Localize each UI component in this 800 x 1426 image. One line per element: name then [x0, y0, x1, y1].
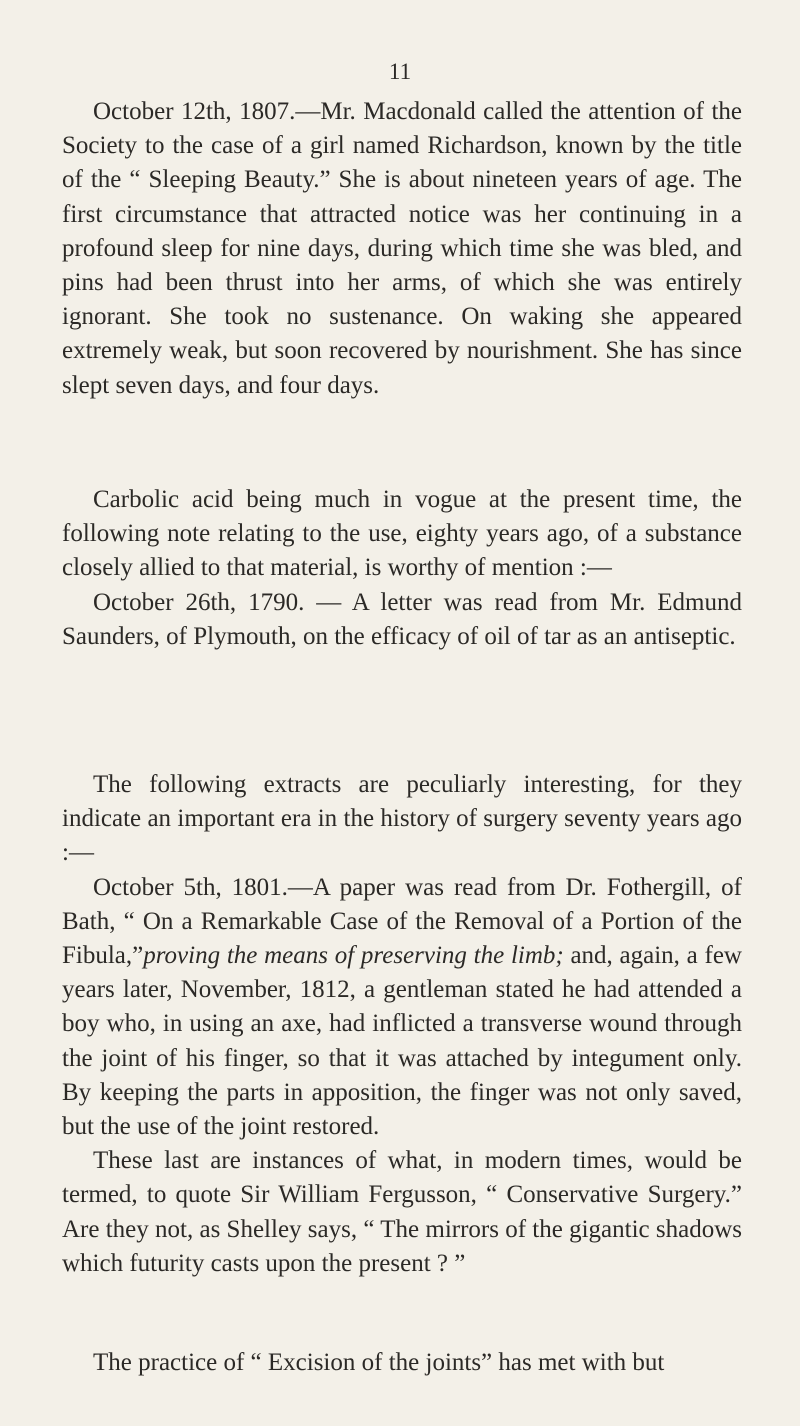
paragraph-excision-start: The practice of “ Excision of the joints” has met with but: [93, 1349, 665, 1376]
excision-section: [62, 1346, 742, 1380]
surgery-extracts-section: [62, 768, 742, 1281]
finger-wound-text: and, again, a few years later, November, 1812, a gentleman stated he had attended a boy who, in using an axe, had inflicted a transverse wound through the joint of his finger, so that it was attached by integument only. By keeping the parts in apposition, the finger was not only saved, but the use of the joint restored.: [62, 942, 742, 1141]
paragraph-fothergill-case: [62, 871, 742, 1145]
sleeping-beauty-entry: [62, 95, 742, 403]
paragraph-sleeping-beauty: October 12th, 1807.—Mr. Macdonald called the attention of the Society to the case of a girl named Richardson, known by the title of the “ Sleeping Beauty.” She is about nineteen years of age. The first circumstance that attracted notice was her continuing in a profound sleep for nine days, during which time she was bled, and pins had been thrust into her arms, of which she was entirely ignorant. She took no sustenance. On waking she appeared extremely weak, but soon recovered by nourishment. She has since slept seven days, and four days.: [62, 98, 742, 399]
fothergill-case-italic: proving the means of preserving the limb;: [143, 942, 564, 970]
page-number: 11: [388, 59, 412, 84]
paragraph-saunders-letter: October 26th, 1790. — A letter was read from Mr. Edmund Saunders, of Plymouth, on the efficacy of oil of tar as an antiseptic.: [62, 588, 742, 650]
paragraph-extracts-intro: The following extracts are peculiarly interesting, for they indicate an important era in the history of surgery seventy years ago :—: [62, 771, 742, 867]
paragraph-conservative-surgery: These last are instances of what, in modern times, would be termed, to quote Sir William Fergusson, “ Conservative Surgery.” Are they not, as Shelley says, “ The mirrors of the gigantic shadows which futurity casts upon the present ? ”: [62, 1147, 742, 1277]
fothergill-case-text: October 5th, 1801.—A paper was read from Dr. Fothergill, of Bath, “ On a Remarkable Case of the Removal of a Portion of the Fibula,”: [62, 873, 742, 970]
carbolic-acid-section: [62, 483, 742, 654]
paragraph-carbolic-acid: Carbolic acid being much in vogue at the present time, the following note relating to the use, eighty years ago, of a substance closely allied to that material, is worthy of mention :—: [62, 486, 742, 582]
